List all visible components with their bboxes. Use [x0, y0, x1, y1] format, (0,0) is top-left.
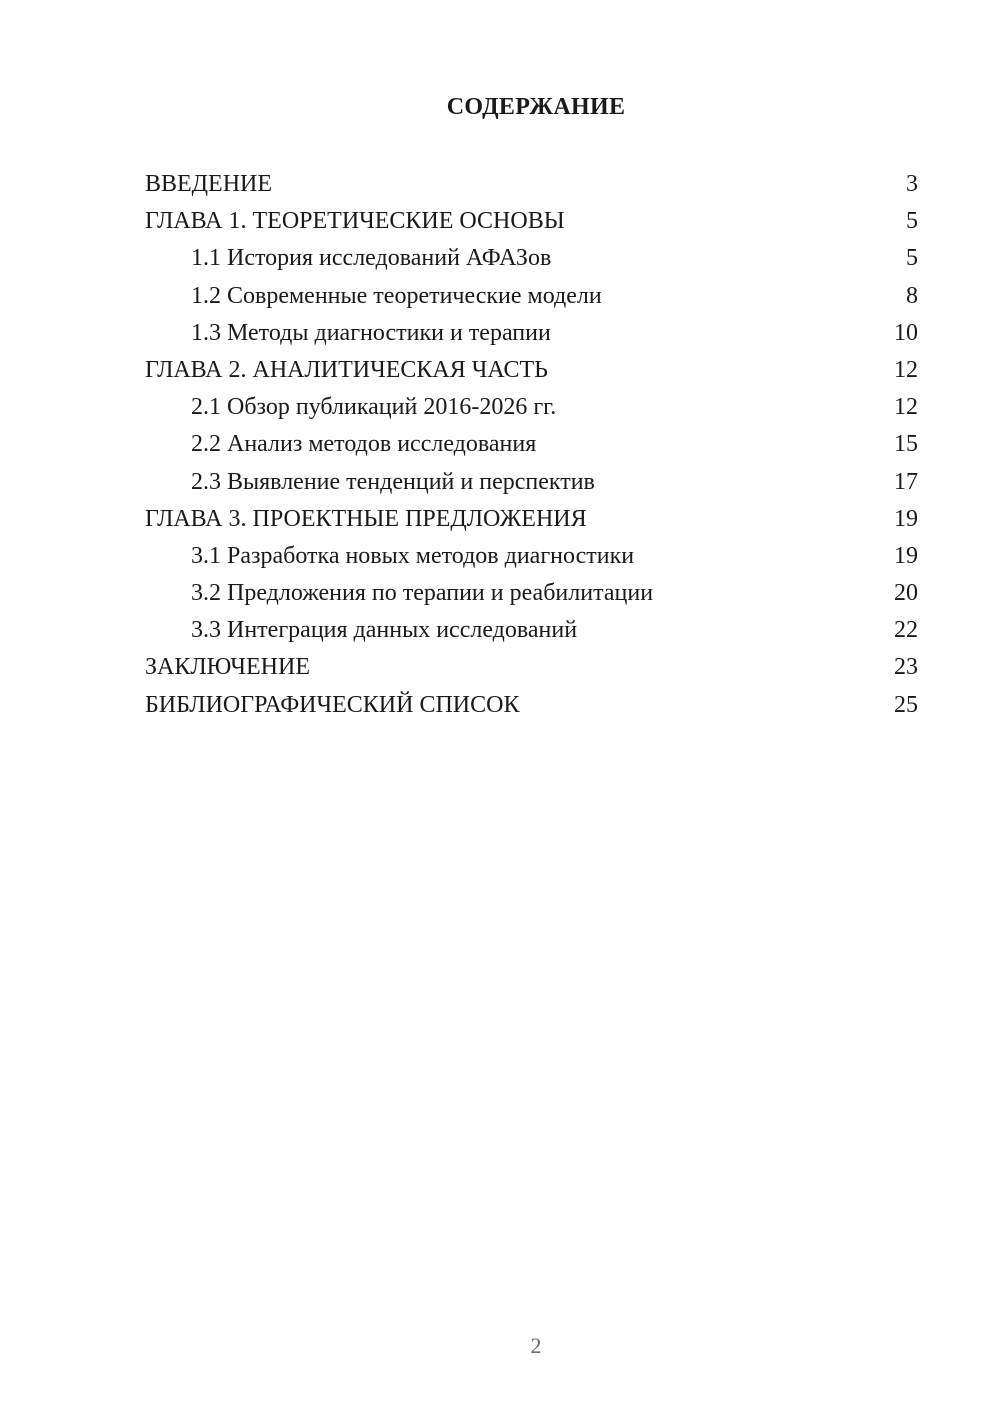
toc-entry[interactable]	[145, 203, 918, 240]
toc-entry[interactable]	[145, 649, 918, 686]
toc-entry[interactable]	[145, 315, 918, 352]
toc-entry-label: 2.3 Выявление тенденций и перспектив	[191, 468, 595, 495]
table-of-contents	[145, 166, 918, 724]
toc-entry[interactable]	[145, 426, 918, 463]
toc-entry-label: 3.1 Разработка новых методов диагностики	[191, 542, 635, 569]
toc-entry-page: 23	[894, 654, 918, 681]
toc-entry-page: 10	[894, 319, 918, 346]
toc-entry-page: 3	[906, 171, 918, 197]
toc-entry-label: ВВЕДЕНИЕ	[145, 171, 273, 197]
page-number: 2	[530, 1333, 542, 1358]
toc-entry-page: 5	[906, 208, 918, 235]
page-title: СОДЕРЖАНИЕ	[446, 94, 626, 120]
toc-entry-page: 19	[894, 505, 918, 532]
toc-entry[interactable]	[145, 538, 918, 575]
toc-entry[interactable]	[145, 352, 918, 389]
toc-entry-page: 25	[894, 691, 918, 718]
toc-entry-label: ГЛАВА 3. ПРОЕКТНЫЕ ПРЕДЛОЖЕНИЯ	[145, 505, 587, 532]
toc-entry-label: 1.1 История исследований АФАЗов	[191, 245, 552, 272]
toc-entry-page: 12	[894, 394, 918, 421]
toc-entry-label: БИБЛИОГРАФИЧЕСКИЙ СПИСОК	[145, 691, 520, 718]
toc-entry-page: 8	[906, 282, 918, 309]
toc-entry[interactable]	[145, 575, 918, 612]
toc-entry-label: 2.2 Анализ методов исследования	[191, 431, 537, 458]
toc-entry-page: 17	[894, 468, 918, 495]
toc-entry-label: 1.3 Методы диагностики и терапии	[191, 319, 551, 346]
toc-entry[interactable]	[145, 240, 918, 277]
toc-entry[interactable]	[145, 389, 918, 426]
toc-entry[interactable]	[145, 166, 918, 203]
toc-entry[interactable]	[145, 687, 918, 724]
toc-entry[interactable]	[145, 464, 918, 501]
toc-entry-label: ГЛАВА 2. АНАЛИТИЧЕСКАЯ ЧАСТЬ	[145, 356, 548, 383]
toc-entry[interactable]	[145, 501, 918, 538]
toc-entry-label: ГЛАВА 1. ТЕОРЕТИЧЕСКИЕ ОСНОВЫ	[145, 208, 565, 235]
toc-entry[interactable]	[145, 612, 918, 649]
toc-entry[interactable]	[145, 278, 918, 315]
toc-entry-page: 22	[894, 617, 918, 644]
toc-entry-page: 20	[894, 580, 918, 607]
toc-entry-page: 5	[906, 245, 918, 272]
toc-entry-label: 3.3 Интеграция данных исследований	[191, 617, 578, 644]
toc-entry-page: 12	[894, 356, 918, 383]
toc-entry-label: 2.1 Обзор публикаций 2016-2026 гг.	[191, 394, 557, 421]
toc-entry-label: 1.2 Современные теоретические модели	[191, 282, 602, 309]
toc-entry-label: ЗАКЛЮЧЕНИЕ	[145, 654, 310, 681]
toc-entry-page: 19	[894, 542, 918, 569]
toc-entry-page: 15	[894, 431, 918, 458]
toc-entry-label: 3.2 Предложения по терапии и реабилитации	[191, 580, 654, 607]
